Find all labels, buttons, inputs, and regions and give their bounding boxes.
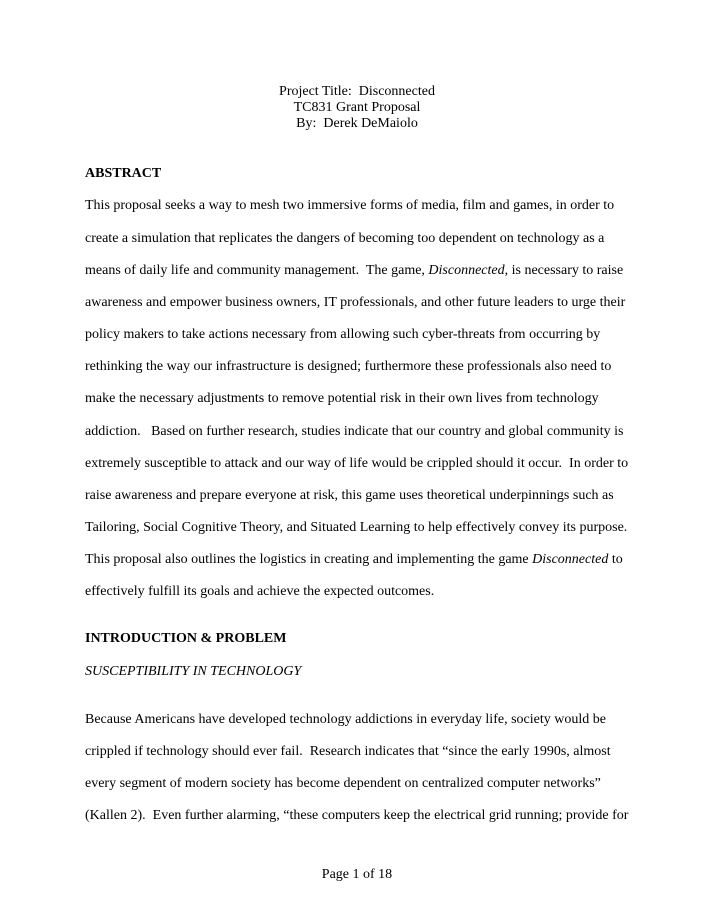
author-line: By: Derek DeMaiolo xyxy=(296,116,418,131)
game-title-italic: Disconnected xyxy=(532,552,609,567)
abstract-line: create a simulation that replicates the dangers of becoming too dependent on technology as a xyxy=(85,231,605,246)
game-title-italic: Disconnected xyxy=(428,263,505,278)
proposal-title: TC831 Grant Proposal xyxy=(293,100,421,115)
abstract-line: awareness and empower business owners, IT professionals, and other future leaders to urge their xyxy=(85,295,626,310)
abstract-line: rethinking the way our infrastructure is designed; furthermore these professionals also need to xyxy=(85,359,612,374)
abstract-line: raise awareness and prepare everyone at risk, this game uses theoretical underpinnings such as xyxy=(85,488,614,503)
section-subheading: SUSCEPTIBILITY IN TECHNOLOGY xyxy=(85,664,302,679)
abstract-line: effectively fulfill its goals and achieve the expected outcomes. xyxy=(85,584,435,599)
intro-line: every segment of modern society has become dependent on centralized computer networks” xyxy=(85,776,601,791)
title-block xyxy=(0,84,714,132)
abstract-line: addiction. Based on further research, studies indicate that our country and global community is xyxy=(85,424,624,439)
abstract-line: extremely susceptible to attack and our way of life would be crippled should it occur. In order to xyxy=(85,456,629,471)
intro-line: (Kallen 2). Even further alarming, “these computers keep the electrical grid running; provide for xyxy=(85,808,629,823)
abstract-line: Tailoring, Social Cognitive Theory, and Situated Learning to help effectively convey its purpose. xyxy=(85,520,628,535)
page-number: Page 1 of 18 xyxy=(321,867,393,882)
abstract-line: This proposal seeks a way to mesh two immersive forms of media, film and games, in order to xyxy=(85,198,615,213)
intro-line: crippled if technology should ever fail. Research indicates that “since the early 1990s, almost xyxy=(85,744,611,759)
project-title: Project Title: Disconnected xyxy=(279,84,435,99)
abstract-line: make the necessary adjustments to remove potential risk in their own lives from technology xyxy=(85,391,599,406)
abstract-line: This proposal also outlines the logistics in creating and implementing the game Disconnected to xyxy=(85,552,623,567)
introduction-heading: INTRODUCTION & PROBLEM xyxy=(85,631,287,646)
intro-line: Because Americans have developed technology addictions in everyday life, society would be xyxy=(85,712,606,727)
abstract-heading: ABSTRACT xyxy=(85,166,162,181)
abstract-line: policy makers to take actions necessary from allowing such cyber-threats from occurring by xyxy=(85,327,601,342)
abstract-line: means of daily life and community management. The game, Disconnected, is necessary to raise xyxy=(85,263,624,278)
